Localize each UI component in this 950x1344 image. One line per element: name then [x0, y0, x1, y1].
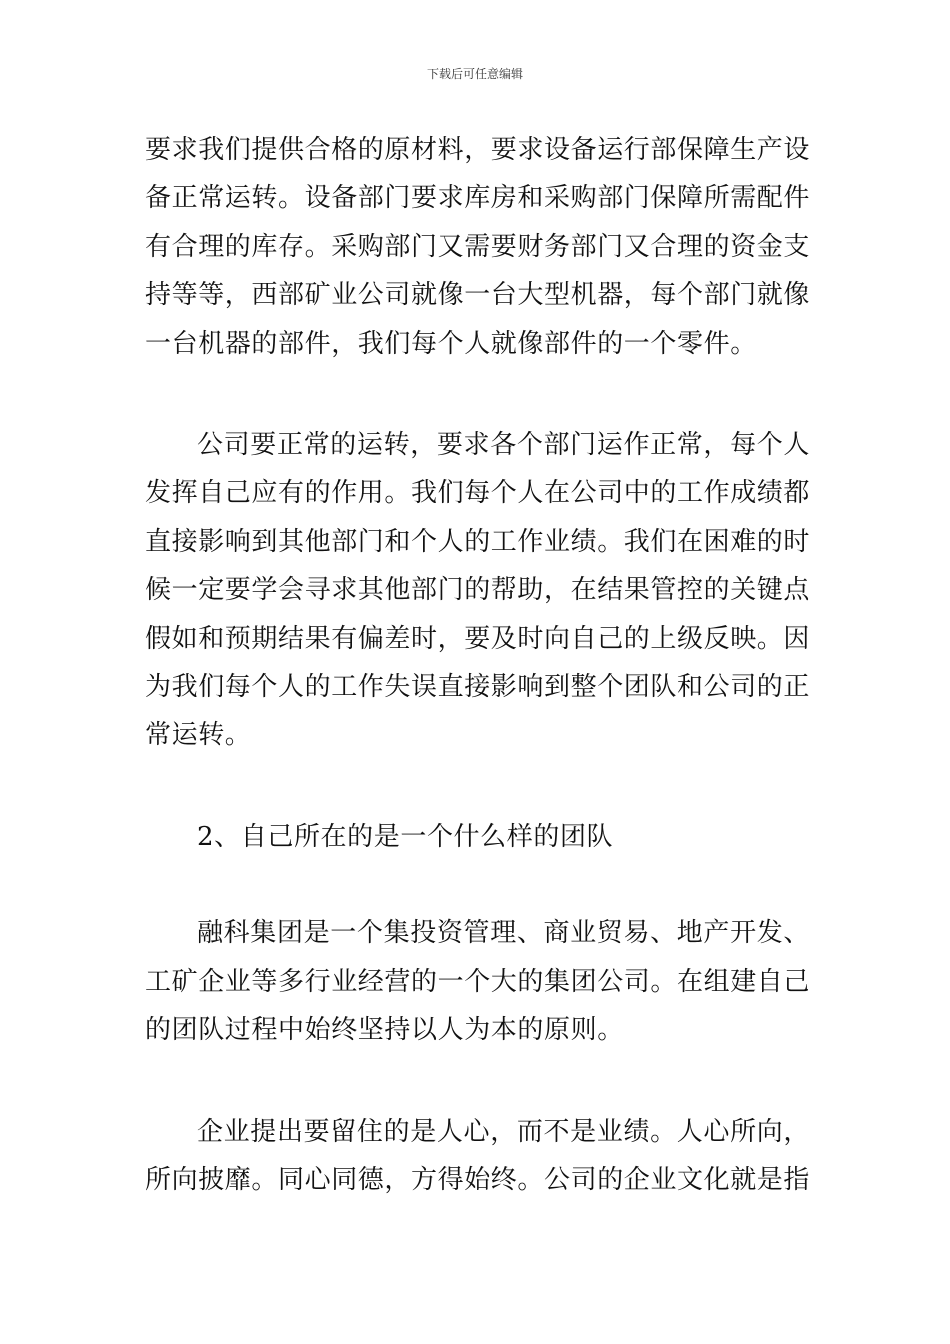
section-heading: 2、自己所在的是一个什么样的团队 [197, 821, 614, 852]
paragraph-4: 企业提出要留住的是人心，而不是业绩。人心所向，所向披靡。同心同德，方得始终。公司的企业文化就是指 [145, 1116, 811, 1195]
paragraph-1: 要求我们提供合格的原材料，要求设备运行部保障生产设备正常运转。设备部门要求库房和采购部门保障所需配件有合理的库存。采购部门又需要财务部门又合理的资金支持等等，西部矿业公司就像一台大型机器，每个部门就像一台机器的部件，我们每个人就像部件的一个零件。 [145, 135, 811, 359]
document-body [145, 126, 810, 1204]
paragraph-3: 融科集团是一个集投资管理、商业贸易、地产开发、工矿企业等多行业经营的一个大的集团公司。在组建自己的团队过程中始终坚持以人为本的原则。 [145, 918, 811, 1046]
page-header-note: 下载后可任意编辑 [426, 67, 523, 81]
paragraph-2: 公司要正常的运转，要求各个部门运作正常，每个人发挥自己应有的作用。我们每个人在公司中的工作成绩都直接影响到其他部门和个人的工作业绩。我们在困难的时候一定要学会寻求其他部门的帮助，在结果管控的关键点假如和预期结果有偏差时，要及时向自己的上级反映。因为我们每个人的工作失误直接影响到整个团队和公司的正常运转。 [145, 430, 811, 751]
